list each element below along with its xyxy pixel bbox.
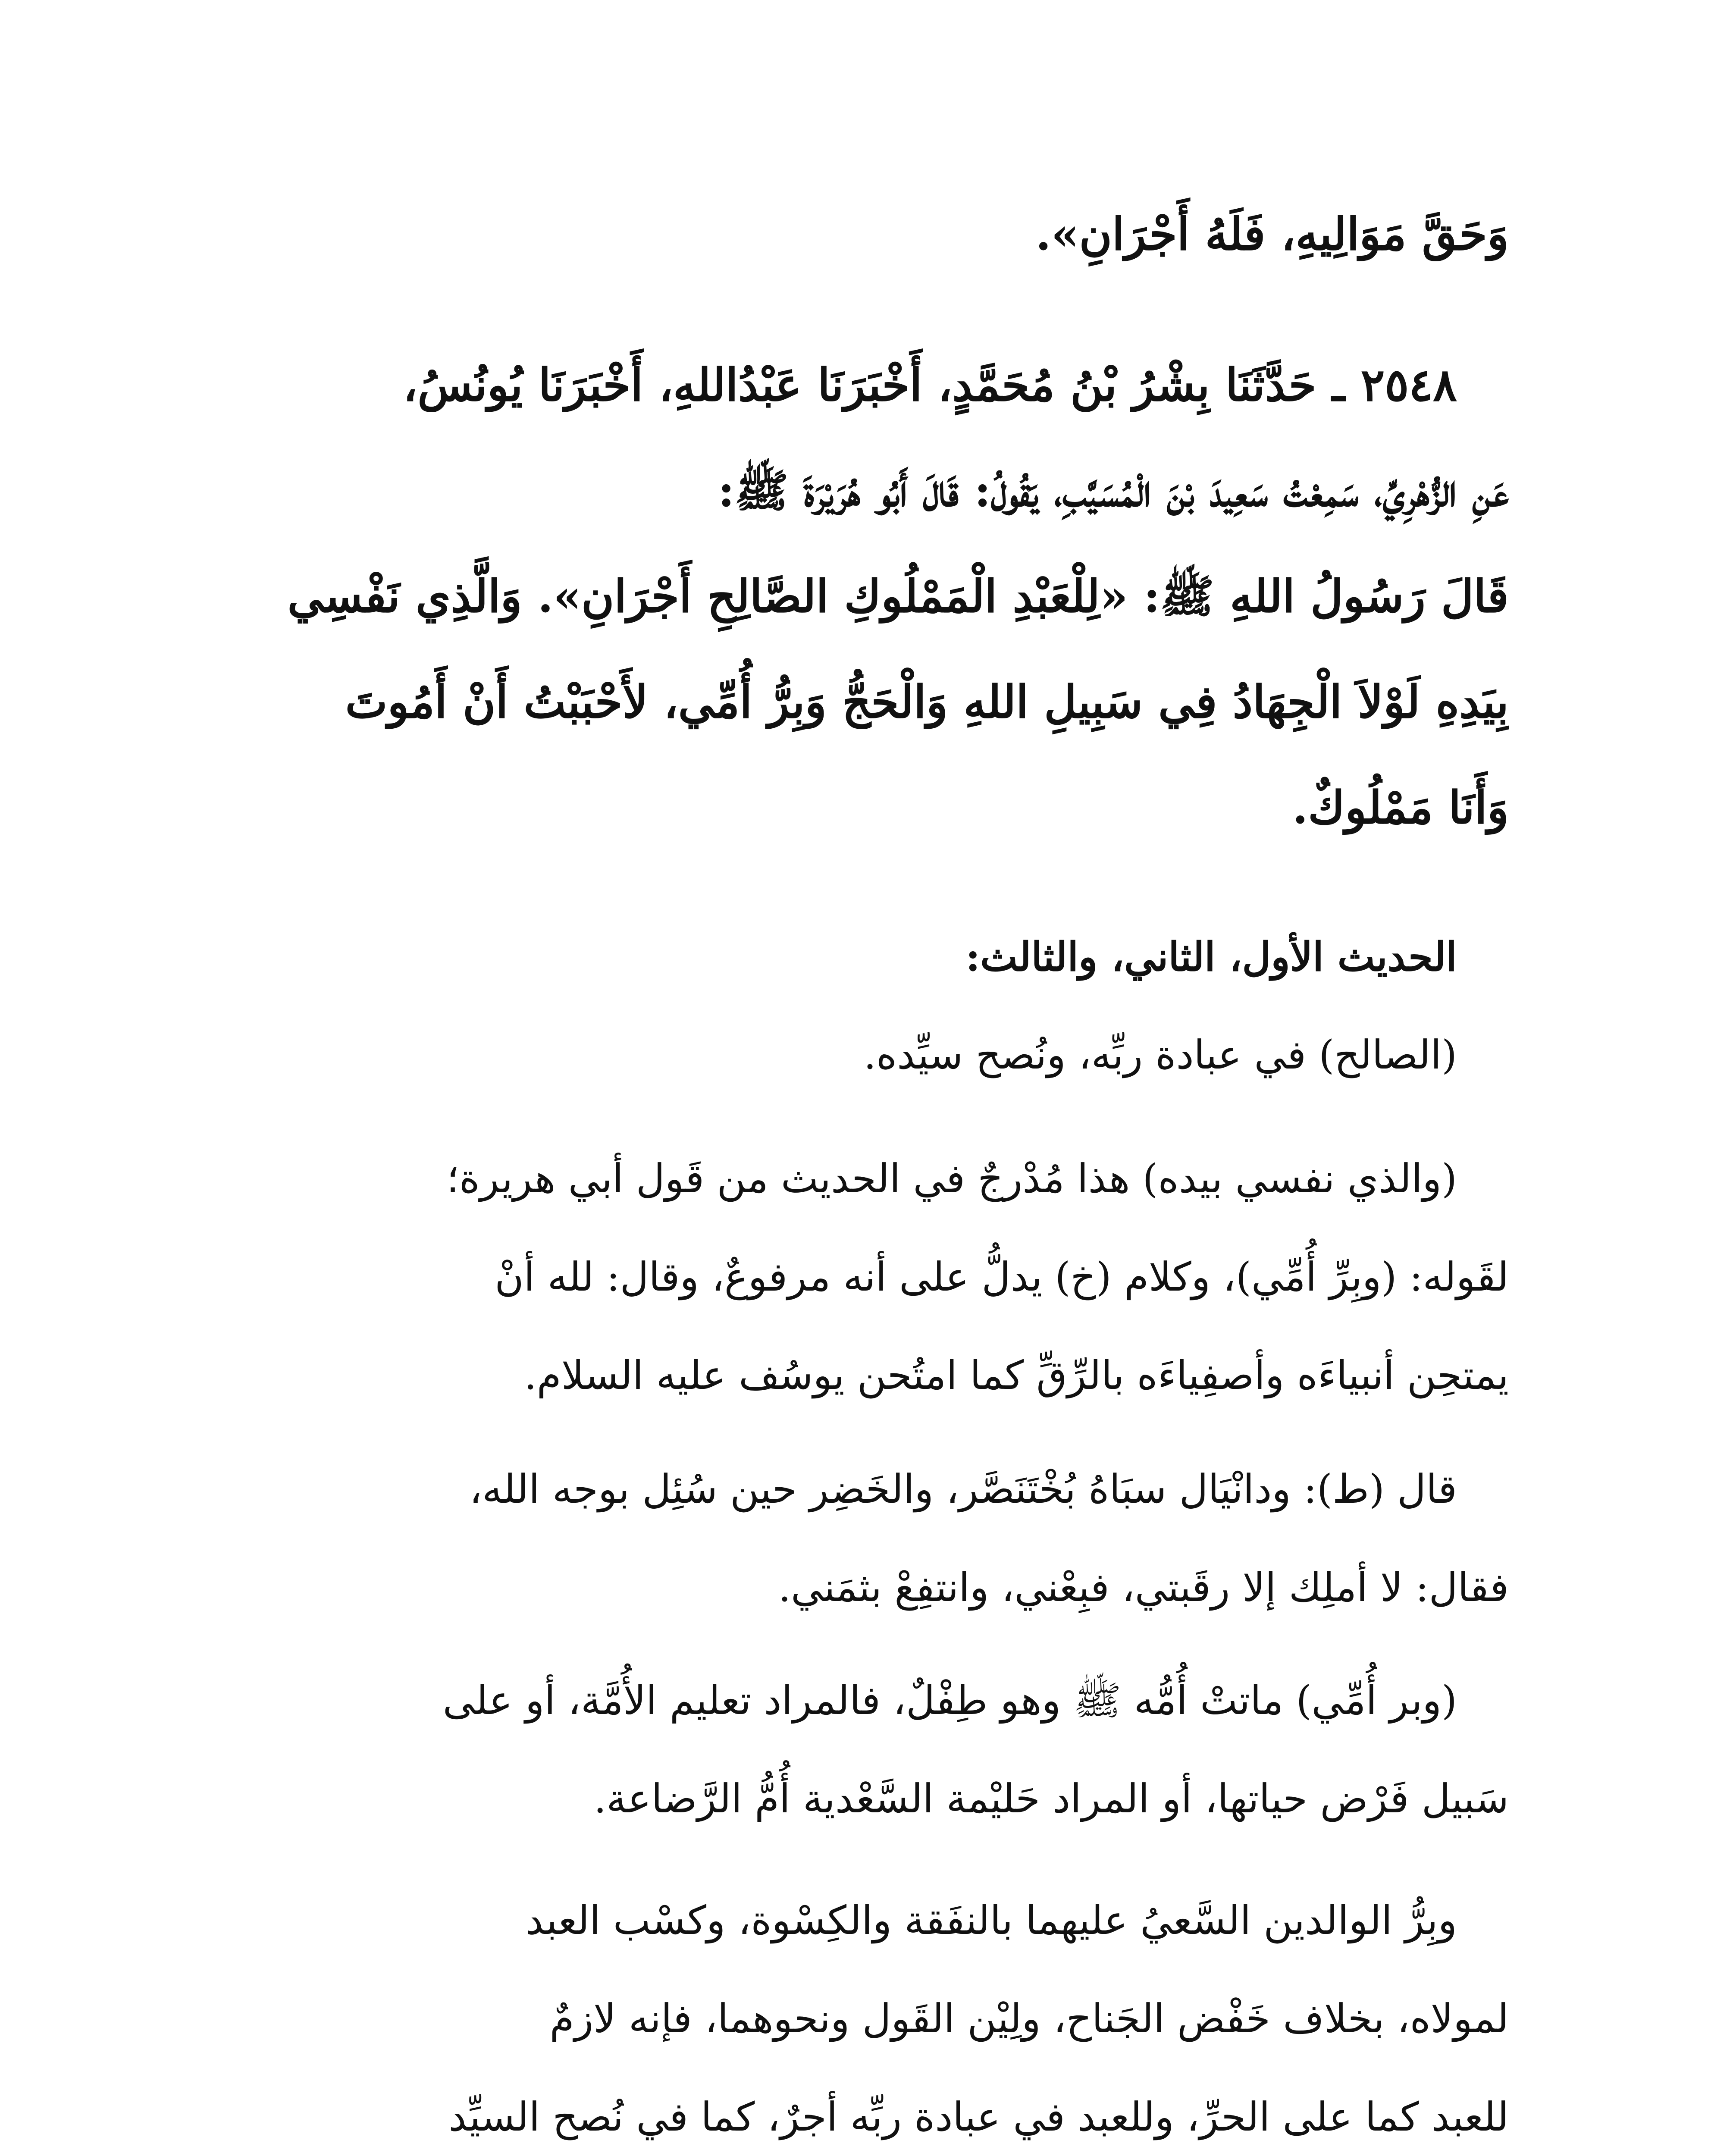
commentary-line: فقال: لا أملِك إلا رقَبتي، فبِعْني، وانتفِعْ بثمَني. (778, 1564, 1509, 1611)
commentary-line: يمتحِن أنبياءَه وأصفِياءَه بالرِّقِّ كما امتُحن يوسُف عليه السلام. (524, 1352, 1509, 1398)
commentary-paragraph-4 (224, 1651, 1509, 1848)
commentary-line: لقَوله: (وبِرِّ أُمِّي)، وكلام (خ) يدلُّ على أنه مرفوعٌ، وقال: لله أنْ (495, 1254, 1509, 1300)
commentary-line: قال (ط): ودانْيَال سبَاهُ بُخْتَنَصَّر، والخَضِر حين سُئِل بوجه الله، (469, 1466, 1457, 1512)
commentary-line: (والذي نفسي بيده) هذا مُدْرجٌ في الحديث من قَول أبي هريرة؛ (446, 1156, 1457, 1202)
commentary-heading: الحديث الأول، الثاني، والثالث: (965, 934, 1457, 980)
hadith-2548 (224, 332, 1509, 860)
hadith-line: بِيَدِهِ لَوْلاَ الْجِهَادُ فِي سَبِيلِ اللهِ وَالْحَجُّ وَبِرُّ أُمِّي، لأَحْبَبْتُ أَنْ أَمُوتَ (345, 675, 1509, 728)
hadith-line: ٢٥٤٨ ـ حَدَّثَنَا بِشْرُ بْنُ مُحَمَّدٍ، أَخْبَرَنَا عَبْدُاللهِ، أَخْبَرَنَا يُونُسُ، (403, 358, 1457, 411)
commentary-paragraph: (الصالح) في عبادة ربِّه، ونُصح سيِّده. (863, 1032, 1457, 1078)
commentary-line: وبِرُّ الوالدين السَّعيُ عليهما بالنفَقة والكِسْوة، وكسْب العبد (525, 1897, 1457, 1943)
hadith-line: قَالَ رَسُولُ اللهِ ﷺ: «لِلْعَبْدِ الْمَمْلُوكِ الصَّالِحِ أَجْرَانِ». وَالَّذِي نَفْسِي (287, 570, 1509, 623)
hadith-line: عَنِ الزُّهْرِيِّ، سَمِعْتُ سَعِيدَ بْنَ الْمُسَيَّبِ، يَقُولُ: قَالَ أَبُو هُرَيْرَةَ ﷺ: (718, 464, 1509, 517)
commentary-line: للعبد كما على الحرِّ، وللعبد في عبادة ربِّه أجرٌ، كما في نُصح السيِّد (448, 2094, 1509, 2140)
commentary-section (224, 908, 1509, 1104)
commentary-line: لمولاه، بخلاف خَفْض الجَناح، ولِيْن القَول ونحوهما، فإنه لازمٌ (549, 1996, 1509, 2042)
hadith-text (224, 181, 1509, 287)
commentary-line: (وبر أُمِّي) ماتتْ أُمُّه ﷺ وهو طِفْلٌ، فالمراد تعليم الأُمَّة، أو على (442, 1677, 1457, 1724)
hadith-continuation-line: وَحَقَّ مَوَالِيهِ، فَلَهُ أَجْرَانِ». (1035, 207, 1509, 260)
hadith-line: وَأَنَا مَمْلُوكٌ. (1292, 781, 1509, 834)
commentary-paragraph-3 (224, 1440, 1509, 1637)
commentary-line: سَبيل فَرْض حياتها، أو المراد حَليْمة السَّعْدية أُمُّ الرَّضاعة. (593, 1776, 1509, 1822)
commentary-paragraph-5 (224, 1871, 1509, 2156)
commentary-paragraph-2 (224, 1130, 1509, 1425)
